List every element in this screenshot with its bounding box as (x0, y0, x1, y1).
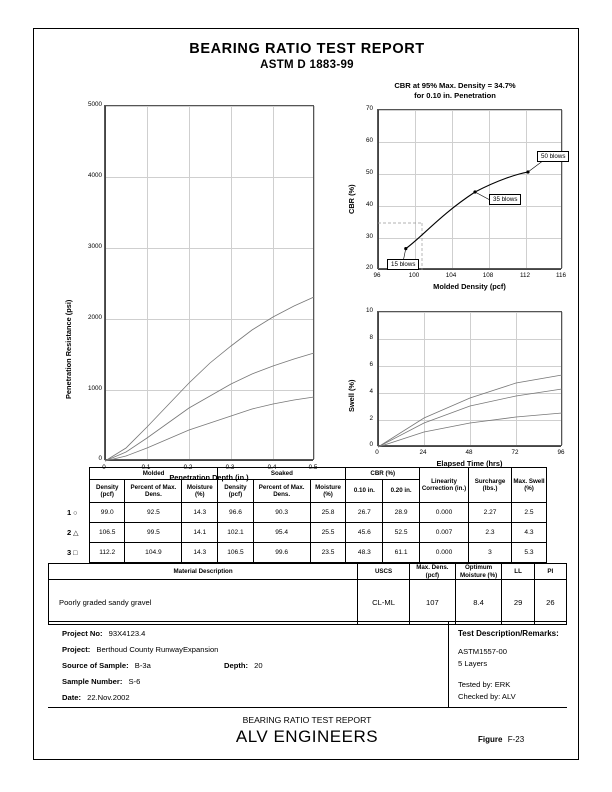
project-value: Berthoud County RunwayExpansion (96, 645, 219, 654)
info-block-bottom-rule (48, 707, 567, 708)
cell-molded-percent: 99.5 (125, 523, 182, 543)
cbr-xaxis-title: Molded Density (pcf) (433, 282, 506, 291)
col-optmoist: Optimum Moisture (%) (455, 564, 502, 580)
col-maxswell: Max. Swell (%) (512, 468, 547, 503)
cell-molded-density: 112.2 (90, 543, 125, 563)
project-no-label: Project No: (62, 629, 103, 638)
cbr-vs-density-chart (339, 79, 571, 301)
cell-soaked-percent: 90.3 (253, 503, 310, 523)
report-title: BEARING RATIO TEST REPORT (189, 41, 425, 57)
cell-optmoist: 8.4 (455, 580, 502, 625)
cell-molded-density: 106.5 (90, 523, 125, 543)
cell-soaked-moisture: 25.8 (310, 503, 346, 523)
figure-number: F-23 (507, 735, 525, 744)
cell-cbr-020: 52.5 (383, 523, 420, 543)
col-surcharge: Surcharge (lbs.) (469, 468, 512, 503)
col-cbr-020: 0.20 in. (383, 480, 420, 503)
project-no-value: 93X4123.4 (108, 629, 146, 638)
cell-pi: 26 (534, 580, 566, 625)
remarks-line-3: Tested by: ERK (458, 680, 511, 689)
cbr-yaxis-title: CBR (%) (347, 184, 356, 214)
material-header-row (49, 564, 567, 580)
project-row (62, 645, 218, 654)
remarks-line-2: 5 Layers (458, 659, 488, 668)
pen-xtick-03: 0.3 (225, 464, 235, 471)
swell-xaxis-title: Elapsed Time (hrs) (436, 459, 503, 468)
pen-ytick-3000: 3000 (87, 243, 102, 250)
group-cbr: CBR (%) (346, 468, 420, 480)
col-maxdens: Max. Dens. (pcf) (410, 564, 456, 580)
cell-molded-density: 99.0 (90, 503, 125, 523)
cbr-ytick-30: 30 (365, 233, 373, 240)
material-description-header: Material Description (49, 564, 358, 580)
sample-row (62, 677, 140, 686)
cbr-xtick-116: 116 (555, 272, 567, 279)
group-molded: Molded (90, 468, 218, 480)
col-molded-moisture: Moisture (%) (182, 480, 218, 503)
date-label: Date: (62, 693, 81, 702)
material-table (48, 563, 567, 625)
pen-xtick-0: 0 (102, 464, 106, 471)
remarks-title: Test Description/Remarks: (458, 629, 559, 638)
cbr-ytick-60: 60 (365, 137, 373, 144)
material-value-row (49, 580, 567, 625)
cell-soaked-moisture: 23.5 (310, 543, 346, 563)
cbr-xtick-100: 100 (408, 272, 420, 279)
swell-ytick-2: 2 (369, 415, 373, 422)
group-soaked: Soaked (218, 468, 346, 480)
row-symbol: △ (73, 530, 79, 537)
cell-ll: 29 (502, 580, 534, 625)
source-label: Source of Sample: (62, 661, 129, 670)
info-block-top-rule (48, 621, 567, 622)
footer-company: ALV ENGINEERS (235, 727, 379, 746)
cell-surcharge: 2.27 (469, 503, 512, 523)
depth-row (224, 661, 263, 670)
source-value: B-3a (134, 661, 151, 670)
col-molded-density: Density (pcf) (90, 480, 125, 503)
table-row (67, 523, 547, 543)
figure-caption (478, 735, 524, 744)
source-row (62, 661, 151, 670)
cell-soaked-percent: 95.4 (253, 523, 310, 543)
cbr-xtick-112: 112 (519, 272, 531, 279)
table-row (67, 543, 547, 563)
cbr-ytick-40: 40 (365, 201, 373, 208)
cell-molded-percent: 104.9 (125, 543, 182, 563)
date-value: 22.Nov.2002 (87, 693, 130, 702)
report-frame (33, 28, 579, 760)
cell-cbr-020: 28.9 (383, 503, 420, 523)
material-description: Poorly graded sandy gravel (49, 580, 358, 625)
cell-maxswell: 5.3 (512, 543, 547, 563)
col-pi: PI (534, 564, 566, 580)
cbr-xtick-108: 108 (482, 272, 494, 279)
cell-soaked-density: 102.1 (218, 523, 253, 543)
info-block-divider (448, 621, 449, 707)
date-row (62, 693, 130, 702)
pen-ytick-4000: 4000 (87, 172, 102, 179)
cell-maxdens: 107 (410, 580, 456, 625)
swell-xtick-24: 24 (419, 449, 427, 456)
cell-soaked-percent: 99.6 (253, 543, 310, 563)
cell-soaked-moisture: 25.5 (310, 523, 346, 543)
swell-ytick-8: 8 (369, 334, 373, 341)
pen-xtick-01: 0.1 (141, 464, 151, 471)
remarks-line-4: Checked by: ALV (458, 692, 516, 701)
cell-molded-moisture: 14.3 (182, 503, 218, 523)
cell-linearity: 0.000 (420, 503, 469, 523)
swell-xtick-48: 48 (465, 449, 473, 456)
col-soaked-percent: Percent of Max. Dens. (253, 480, 310, 503)
cell-cbr-010: 45.6 (346, 523, 383, 543)
cbr-xtick-96: 96 (373, 272, 381, 279)
row-symbol: □ (73, 550, 78, 557)
col-ll: LL (502, 564, 534, 580)
cell-linearity: 0.007 (420, 523, 469, 543)
swell-xtick-72: 72 (511, 449, 519, 456)
pen-ytick-0: 0 (98, 455, 102, 462)
swell-ytick-6: 6 (369, 361, 373, 368)
depth-label: Depth: (224, 661, 249, 670)
cbr-xtick-104: 104 (445, 272, 457, 279)
report-standard: ASTM D 1883-99 (260, 59, 354, 71)
row-symbol: ○ (73, 510, 78, 517)
pen-xtick-02: 0.2 (183, 464, 193, 471)
cbr-ytick-20: 20 (365, 264, 373, 271)
table-row (67, 503, 547, 523)
results-group-header-row (67, 468, 547, 480)
cell-soaked-density: 96.6 (218, 503, 253, 523)
cell-surcharge: 2.3 (469, 523, 512, 543)
cell-maxswell: 2.5 (512, 503, 547, 523)
pen-xtick-04: 0.4 (267, 464, 277, 471)
sample-value: S-6 (128, 677, 141, 686)
col-soaked-moisture: Moisture (%) (310, 480, 346, 503)
pen-ytick-5000: 5000 (87, 101, 102, 108)
col-molded-percent: Percent of Max. Dens. (125, 480, 182, 503)
row-number: 3 (67, 548, 72, 557)
cell-molded-percent: 92.5 (125, 503, 182, 523)
pen-ytick-1000: 1000 (87, 385, 102, 392)
swell-chart (339, 307, 571, 479)
depth-value: 20 (254, 661, 263, 670)
col-cbr-010: 0.10 in. (346, 480, 383, 503)
cbr-ytick-50: 50 (365, 169, 373, 176)
swell-xtick-0: 0 (375, 449, 379, 456)
swell-ytick-10: 10 (365, 307, 373, 314)
cell-maxswell: 4.3 (512, 523, 547, 543)
col-linearity: Linearity Correction (in.) (420, 468, 469, 503)
cell-linearity: 0.000 (420, 543, 469, 563)
cbr-ytick-70: 70 (365, 105, 373, 112)
pen-ytick-2000: 2000 (87, 314, 102, 321)
row-number: 1 (67, 508, 72, 517)
project-label: Project: (62, 645, 91, 654)
callout-35-blows: 35 blows (489, 194, 521, 205)
cell-molded-moisture: 14.1 (182, 523, 218, 543)
cell-surcharge: 3 (469, 543, 512, 563)
col-uscs: USCS (358, 564, 410, 580)
cbr-curve (378, 110, 563, 270)
cell-molded-moisture: 14.3 (182, 543, 218, 563)
pen-xtick-05: 0.5 (308, 464, 318, 471)
cbr-note-line1: CBR at 95% Max. Density = 34.7% (394, 81, 516, 90)
cbr-note-line2: for 0.10 in. Penetration (414, 91, 496, 100)
figure-label: Figure (478, 735, 503, 744)
swell-ytick-0: 0 (369, 441, 373, 448)
pen-yaxis-title: Penetration Resistance (psi) (64, 299, 73, 399)
project-no-row (62, 629, 145, 638)
cell-uscs: CL-ML (358, 580, 410, 625)
results-table (67, 467, 547, 563)
penetration-chart (52, 79, 332, 482)
footer-report-title: BEARING RATIO TEST REPORT (242, 715, 372, 725)
swell-yaxis-title: Swell (%) (347, 379, 356, 412)
cell-soaked-density: 106.5 (218, 543, 253, 563)
pen-xaxis-title: Penetration Depth (in.) (169, 473, 249, 482)
cell-cbr-010: 48.3 (346, 543, 383, 563)
cell-cbr-020: 61.1 (383, 543, 420, 563)
col-soaked-density: Density (pcf) (218, 480, 253, 503)
swell-xtick-96: 96 (557, 449, 565, 456)
callout-50-blows: 50 blows (537, 151, 569, 162)
row-number: 2 (67, 528, 72, 537)
swell-ytick-4: 4 (369, 388, 373, 395)
cell-cbr-010: 26.7 (346, 503, 383, 523)
penetration-curves (105, 106, 315, 461)
remarks-line-1: ASTM1557-00 (458, 647, 507, 656)
swell-curves (378, 312, 563, 447)
sample-label: Sample Number: (62, 677, 123, 686)
callout-15-blows: 15 blows (387, 259, 419, 270)
